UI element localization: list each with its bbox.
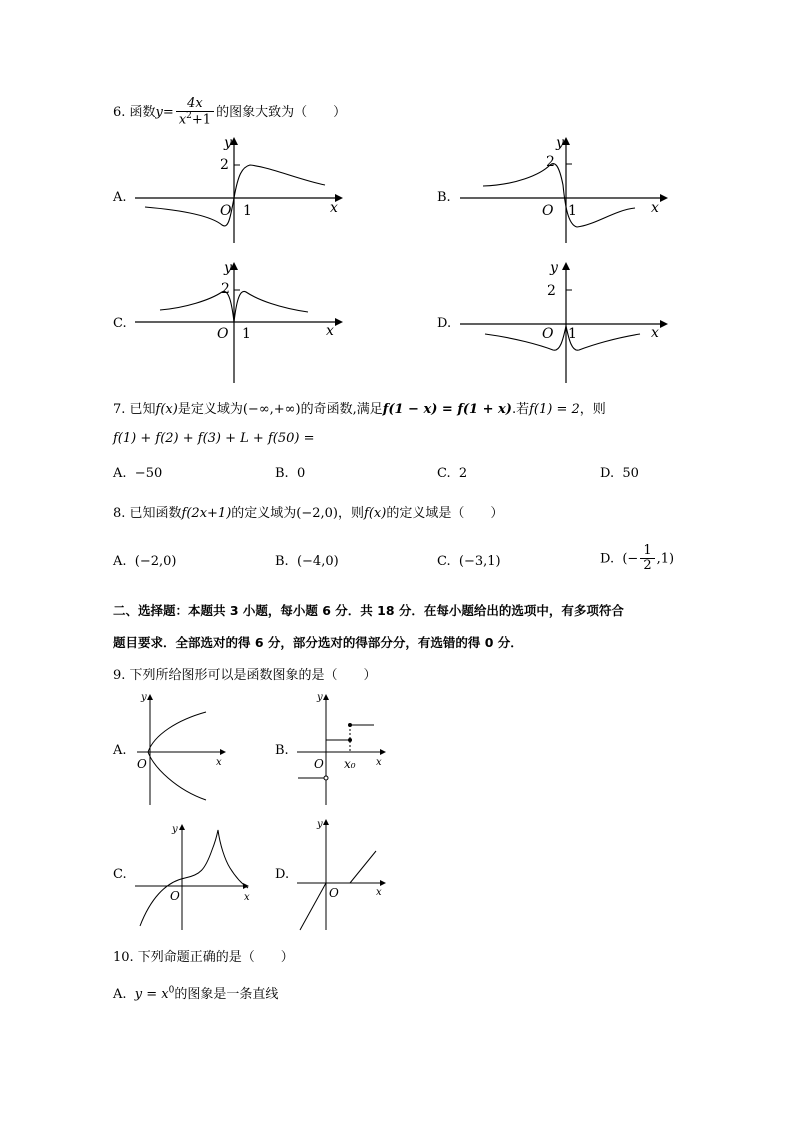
q6d-x-label: x (651, 325, 659, 341)
svg-text:x: x (376, 887, 382, 898)
q9-option-c-label: C. (113, 867, 127, 882)
section2-line1: 二、选择题：本题共 3 小题，每小题 6 分．共 18 分．在每小题给出的选项中，有多项符合 (113, 603, 624, 618)
q7-option-d: D. 50 (600, 466, 639, 481)
q6-graph-a (130, 135, 345, 245)
q6c-tick-2: 2 (221, 281, 230, 297)
q6d-tick-1: 1 (568, 326, 577, 342)
q7-option-b: B. 0 (275, 466, 306, 481)
q6c-tick-1: 1 (242, 326, 251, 342)
q6-prefix: 6. 函数 (113, 104, 156, 120)
q9-stem: 9. 下列所给图形可以是函数图象的是（ ） (113, 668, 377, 683)
q6a-tick-2: 2 (220, 157, 229, 173)
q7-fx: f(x) (155, 402, 178, 417)
q9-graph-a (132, 690, 232, 810)
q6-option-d-label: D. (437, 316, 452, 331)
q6a-x-label: x (330, 200, 338, 216)
q6-fraction (176, 97, 214, 128)
svg-text:O: O (329, 886, 339, 900)
q9-graph-c (130, 820, 260, 932)
svg-text:y: y (317, 819, 323, 830)
q6d-tick-2: 2 (547, 283, 556, 299)
svg-text:O: O (137, 757, 147, 771)
q6-eq: = (162, 104, 174, 120)
q7-option-a: A. −50 (113, 466, 163, 481)
q6-stem (113, 97, 346, 128)
svg-text:y: y (172, 824, 178, 835)
q6-option-c-label: C. (113, 316, 127, 331)
section2-line2: 题目要求．全部选对的得 6 分，部分选对的得部分分，有选错的得 0 分． (113, 635, 523, 650)
q9-graph-b (292, 690, 392, 810)
q7-line1: 7. 已知f(x)是定义域为(−∞,+∞)的奇函数,满足f(1 − x) = f(1 + x).若f(1) = 2，则 (113, 402, 606, 417)
q10-option-a: A. $y = x^0$的图象是一条直线 (113, 985, 279, 1002)
q7-line2: f(1) + f(2) + f(3) + L + f(50) = (113, 431, 315, 446)
q7-f1: f(1) = 2 (529, 402, 580, 417)
q7-option-c: C. 2 (437, 466, 468, 481)
q8-fx: f(x) (364, 506, 387, 521)
q6b-tick-1: 1 (568, 203, 577, 219)
q7-domain: (−∞,+∞) (242, 402, 301, 417)
q6-denominator: $x^2+1$ (178, 111, 212, 128)
q6-numerator: 4x (176, 97, 214, 112)
q8-option-c: C. (−3,1) (437, 554, 501, 569)
q7-condition: f(1 − x) = f(1 + x) (382, 402, 512, 417)
svg-text:x₀: x₀ (344, 757, 356, 771)
q8-f2x: f(2x+1) (181, 506, 232, 521)
q9-graph-d (292, 815, 392, 935)
svg-text:x: x (216, 757, 222, 768)
svg-text:O: O (314, 757, 324, 771)
q8-option-d: D. (− $\frac{1}{2}$ ,1) (600, 543, 675, 574)
q8-option-b: B. (−4,0) (275, 554, 339, 569)
q6-option-b-label: B. (437, 190, 451, 205)
q8-domain: (−2,0) (296, 506, 339, 521)
q8-stem: 8. 已知函数f(2x+1)的定义域为(−2,0)，则f(x)的定义域是（ ） (113, 506, 504, 521)
q6-option-a-label: A. (113, 190, 127, 205)
q9-option-b-label: B. (275, 743, 289, 758)
q10-stem: 10. 下列命题正确的是（ ） (113, 950, 294, 965)
q6c-x-label: x (326, 323, 334, 339)
svg-text:y: y (141, 692, 147, 703)
q8-option-a: A. (−2,0) (113, 554, 177, 569)
q9-option-a-label: A. (113, 743, 127, 758)
q6b-x-label: x (651, 200, 659, 216)
q6b-tick-2: 2 (546, 154, 555, 170)
q6-graph-b (455, 135, 670, 245)
svg-text:O: O (170, 889, 180, 903)
q6d-y-label: y (550, 260, 558, 276)
q6-suffix: 的图象大致为（ ） (216, 104, 347, 120)
q6c-origin: O (217, 326, 229, 342)
q6c-y-label: y (224, 260, 232, 276)
q6b-y-label: y (556, 135, 564, 151)
q6-y: y (155, 104, 163, 120)
q6-graph-c (130, 260, 345, 385)
q6-graph-d (455, 260, 670, 385)
svg-text:y: y (317, 692, 323, 703)
q6a-y-label: y (224, 135, 232, 151)
q6a-tick-1: 1 (243, 203, 252, 219)
q6d-origin: O (542, 326, 554, 342)
q6b-origin: O (542, 203, 554, 219)
svg-text:x: x (376, 757, 382, 768)
svg-text:x: x (244, 892, 250, 903)
q9-option-d-label: D. (275, 867, 290, 882)
q6a-origin: O (220, 203, 232, 219)
